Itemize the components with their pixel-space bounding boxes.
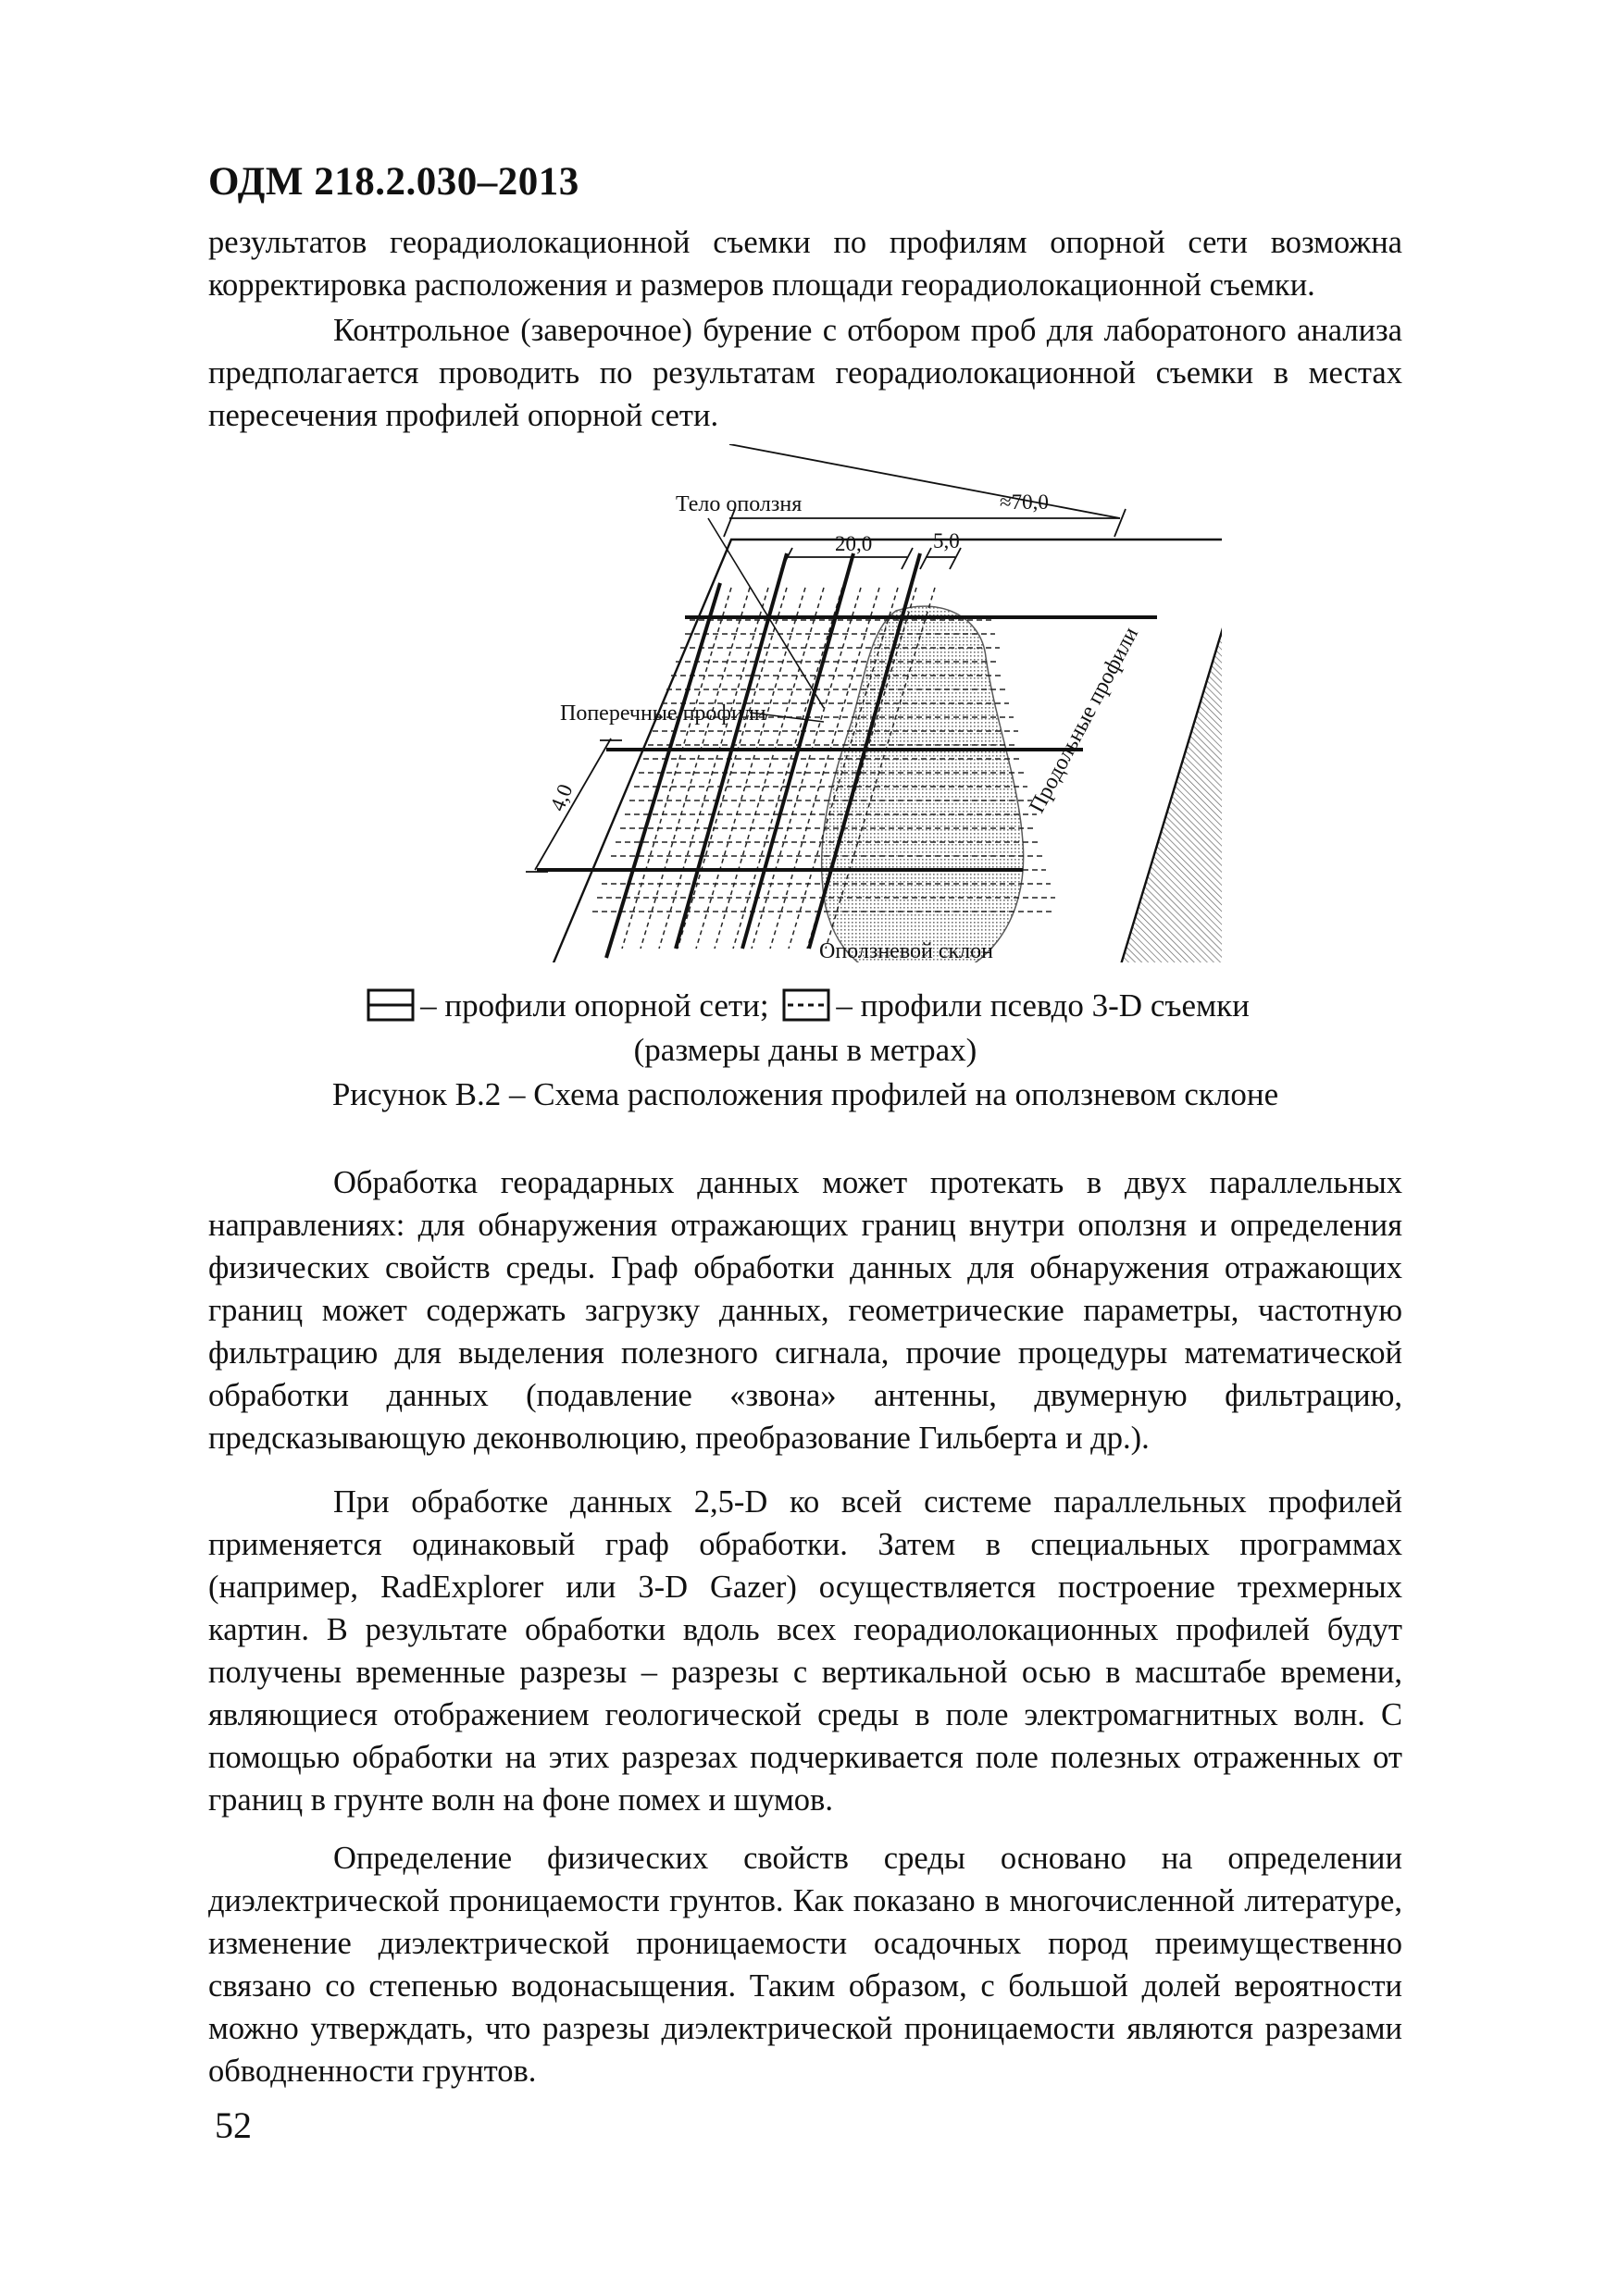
legend-pseudo-text: – профили псевдо 3-D съемки (836, 987, 1250, 1024)
paragraph-1: результатов георадиолокационной съемки по профилям опорной сети возможна корректировка расположения и размеров площади георадиолокационной съемки. (208, 225, 1402, 303)
legend-main-text: – профили опорной сети; (420, 987, 769, 1024)
landslide-body (822, 606, 1024, 962)
figure-caption: Рисунок В.2 – Схема расположения профилей на оползневом склоне (331, 1076, 1279, 1112)
dim-label-20: 20,0 (835, 532, 873, 555)
dim-label-4: 4,0 (545, 780, 578, 814)
label-longitudinal-profiles: Продольные профили (1025, 623, 1144, 817)
landslide-profile-diagram (518, 444, 1222, 962)
label-transverse-profiles: Поперечные профили (560, 701, 766, 726)
label-landslide-body: Тело оползня (676, 492, 803, 516)
main-profile-symbol (367, 988, 415, 1022)
legend-units-note: (размеры даны в метрах) (633, 1032, 977, 1068)
document-code: ОДМ 218.2.030–2013 (208, 160, 579, 204)
figure-legend (208, 984, 1402, 1073)
slope-side-face (1106, 540, 1222, 962)
paragraph-2: Контрольное (заверочное) бурение с отбором проб для лаборатоного анализа предполагается проводить по результатам георадиолокационной съемки в местах пересечения профилей опорной сети. (208, 313, 1402, 433)
page-number: 52 (215, 2104, 252, 2146)
label-slope: Оползневой склон (819, 939, 993, 962)
legend-line-1 (208, 984, 1402, 1028)
paragraph-4: При обработке данных 2,5-D ко всей системе параллельных профилей применяется одинаковый граф обработки. Затем в специальных программах (например, RadExplorer или 3-D Gazer) осуществляется построение трехмерных картин. В результате обработки вдоль всех георадиолокационных профилей будут получены временные разрезы – разрезы с вертикальной осью в масштабе времени, являющиеся отображением геологической среды в поле электромагнитных волн. С помощью обработки на этих разрезах подчеркивается поле полезных отраженных от границ в грунте волн на фоне помех и шумов. (208, 1484, 1402, 1818)
paragraph-5: Определение физических свойств среды основано на определении диэлектрической проницаемости грунтов. Как показано в многочисленной литературе, изменение диэлектрической проницаемости осадочных пород преимущественно связано со степенью водонасыщения. Таким образом, с большой долей вероятности можно утверждать, что разрезы диэлектрической проницаемости являются разрезами обводненности грунтов. (208, 1841, 1402, 2089)
dim-label-total: ≈70,0 (1000, 490, 1049, 514)
paragraph-3: Обработка георадарных данных может протекать в двух параллельных направлениях: для обнаружения отражающих границ внутри оползня и определения физических свойств среды. Граф обработки данных для обнаружения отражающих границ может содержать загрузку данных, геометрические параметры, частотную фильтрацию для выделения полезного сигнала, прочие процедуры математической обработки данных (подавление «звона» антенны, двумерную фильтрацию, предсказывающую деконволюцию, преобразование Гильберта и др.). (208, 1165, 1402, 1456)
pseudo-profile-symbol (782, 988, 830, 1022)
dim-label-5: 5,0 (933, 529, 960, 552)
